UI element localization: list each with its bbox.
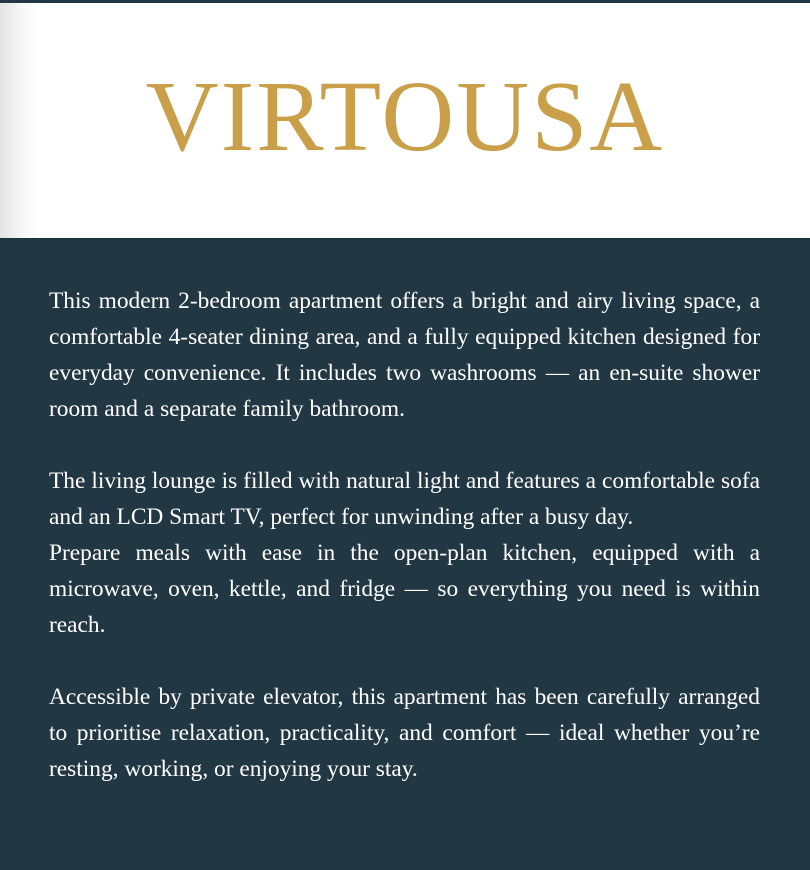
header-divider [0,238,810,239]
description-paragraph-3: Prepare meals with ease in the open-plan kitchen, equipped with a microwave, oven, kettle, and fridge — so everything you need is within reach. [49,540,760,638]
description-paragraph-4: Accessible by private elevator, this apartment has been carefully arranged to prioritise relaxation, practicality, and comfort — ideal whether you’re resting, working, or enjoying your stay. [49,684,760,782]
paragraph-spacer [49,427,760,463]
brand-header [0,3,810,238]
apartment-description [49,283,760,787]
paragraph-spacer [49,643,760,679]
brand-title: VIRTOUSA [145,60,665,172]
description-paragraph-1: This modern 2-bedroom apartment offers a bright and airy living space, a comfortable 4-seater dining area, and a fully equipped kitchen designed for everyday convenience. It includes two washrooms — an en-suite shower room and a separate family bathroom. [49,288,760,422]
description-paragraph-2: The living lounge is filled with natural light and features a comfortable sofa and an LCD Smart TV, perfect for unwinding after a busy day. [49,468,760,530]
